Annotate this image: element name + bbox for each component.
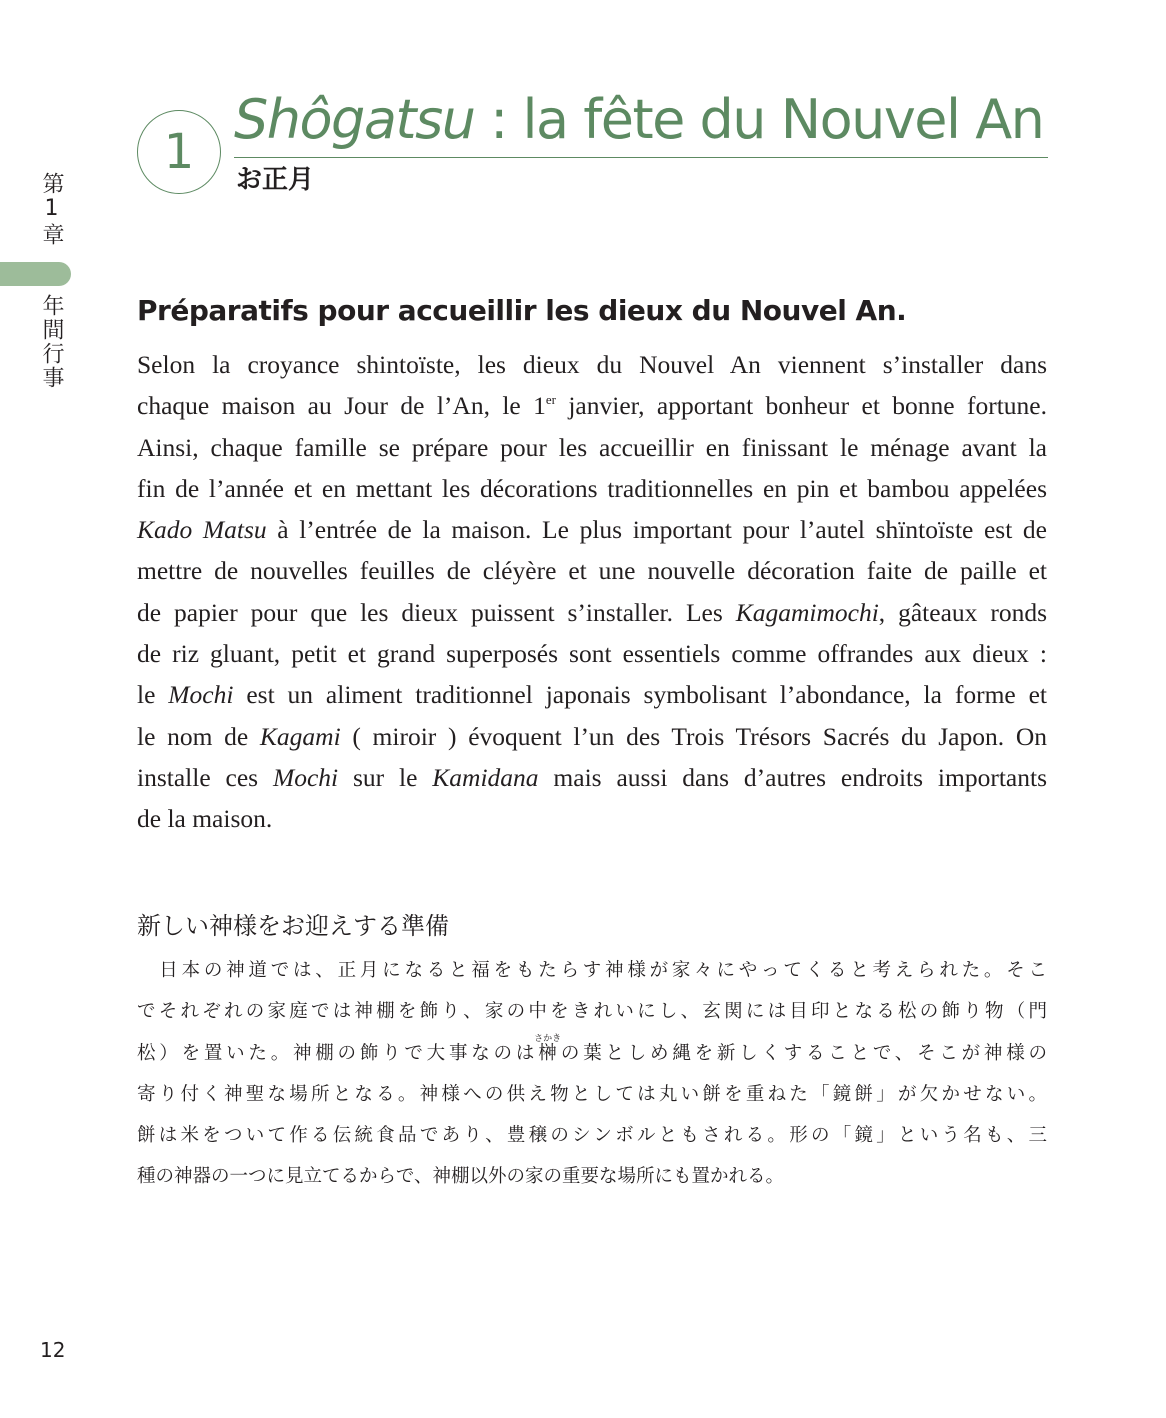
text-run: installe ces [137,762,273,792]
ruby-reading: さかき [534,1033,562,1044]
text-run: sur le [338,762,433,792]
superscript-text: er [545,392,556,408]
title-underline [234,157,1048,158]
french-line [137,550,1047,591]
page-title-italic: Shôgatsu [234,88,475,151]
french-line [137,468,1047,509]
text-run: Ainsi, chaque famille se prépare pour les accueillir en finissant le ménage avant la [137,432,1047,462]
text-run: janvier, apportant bonheur et bonne fortune. [555,391,1047,421]
french-section-heading: Préparatifs pour accueillir les dieux du Nouvel An. [137,294,907,327]
japanese-line [137,1115,1047,1156]
italic-text: Kamidana [432,762,539,792]
japanese-paragraph [137,950,1047,1198]
side-chapter-tab [0,262,71,286]
french-line [137,798,1047,839]
text-run: 日本の神道では、正月になると福をもたらす神様が家々にやってくると考えられた。そこ [137,960,1047,981]
italic-text: Mochi [168,680,234,710]
ruby-base: 榊 [534,1042,562,1064]
page-title [234,88,1043,153]
text-run: mais aussi dans d’autres endroits importants [538,762,1047,792]
italic-text: Mochi [272,762,339,792]
text-run: , gâteaux ronds [878,597,1047,627]
text-run: le nom de [137,721,260,751]
japanese-line [137,991,1047,1032]
text-run: chaque maison au Jour de l’An, le 1 [137,391,546,421]
text-run: 寄り付く神聖な場所となる。神様への供え物としては丸い餅を重ねた「鏡餅」が欠かせない。 [137,1083,1047,1105]
french-line [137,633,1047,674]
italic-text: Kagamimochi [735,597,879,627]
side-chapter-label: 第1章 [39,172,64,247]
japanese-section-heading: 新しい神様をお迎えする準備 [137,912,449,940]
text-run: le [137,680,169,710]
text-run: 餅は米をついて作る伝統食品であり、豊穣のシンボルともされる。形の「鏡」という名も、三 [137,1125,1047,1147]
chapter-number: 1 [163,124,195,180]
text-run: mettre de nouvelles feuilles de cléyère et une nouvelle décoration faite de paille et [137,556,1047,586]
text-run: の葉としめ縄を新しくすることで、そこが神様の [557,1042,1047,1064]
page-subtitle-jp: お正月 [236,165,315,195]
page-number: 12 [40,1338,66,1362]
french-paragraph [137,344,1047,840]
japanese-line [137,1156,1047,1197]
japanese-line [137,1033,1047,1074]
text-run: de la maison. [137,804,273,834]
text-run: 松）を置いた。神棚の飾りで大事なのは [137,1042,539,1064]
french-line [137,385,1047,426]
french-line [137,674,1047,715]
text-run: 種の神器の一つに見立てるからで、神棚以外の家の重要な場所にも置かれる。 [137,1166,784,1188]
text-run: でそれぞれの家庭では神棚を飾り、家の中をきれいにし、玄関には目印となる松の飾り物（門 [137,1001,1047,1023]
japanese-line [137,950,1047,991]
italic-text: Kagami [259,721,341,751]
page-title-rest: : la fête du Nouvel An [474,88,1044,151]
french-line [137,757,1047,798]
text-run: de papier pour que les dieux puissent s’installer. Les [137,597,736,627]
ruby-annotated-text [534,1033,562,1064]
french-line [137,509,1047,550]
french-line [137,716,1047,757]
japanese-line [137,1074,1047,1115]
text-run: à l’entrée de la maison. Le plus important pour l’autel shïntoïste est de [266,515,1047,545]
french-line [137,592,1047,633]
text-run: est un aliment traditionnel japonais symbolisant l’abondance, la forme et [233,680,1047,710]
text-run: Selon la croyance shintoïste, les dieux du Nouvel An viennent s’installer dans [137,350,1047,379]
chapter-number-circle [137,110,221,194]
text-run: de riz gluant, petit et grand superposés sont essentiels comme offrandes aux dieux : [137,639,1047,669]
french-line [137,344,1047,385]
italic-text: Kado Matsu [137,515,267,545]
french-line [137,427,1047,468]
side-section-label: 年間行事 [39,294,64,390]
text-run: ( miroir ) évoquent l’un des Trois Trésors Sacrés du Japon. On [340,721,1047,751]
text-run: fin de l’année et en mettant les décorations traditionnelles en pin et bambou appelées [137,473,1047,503]
